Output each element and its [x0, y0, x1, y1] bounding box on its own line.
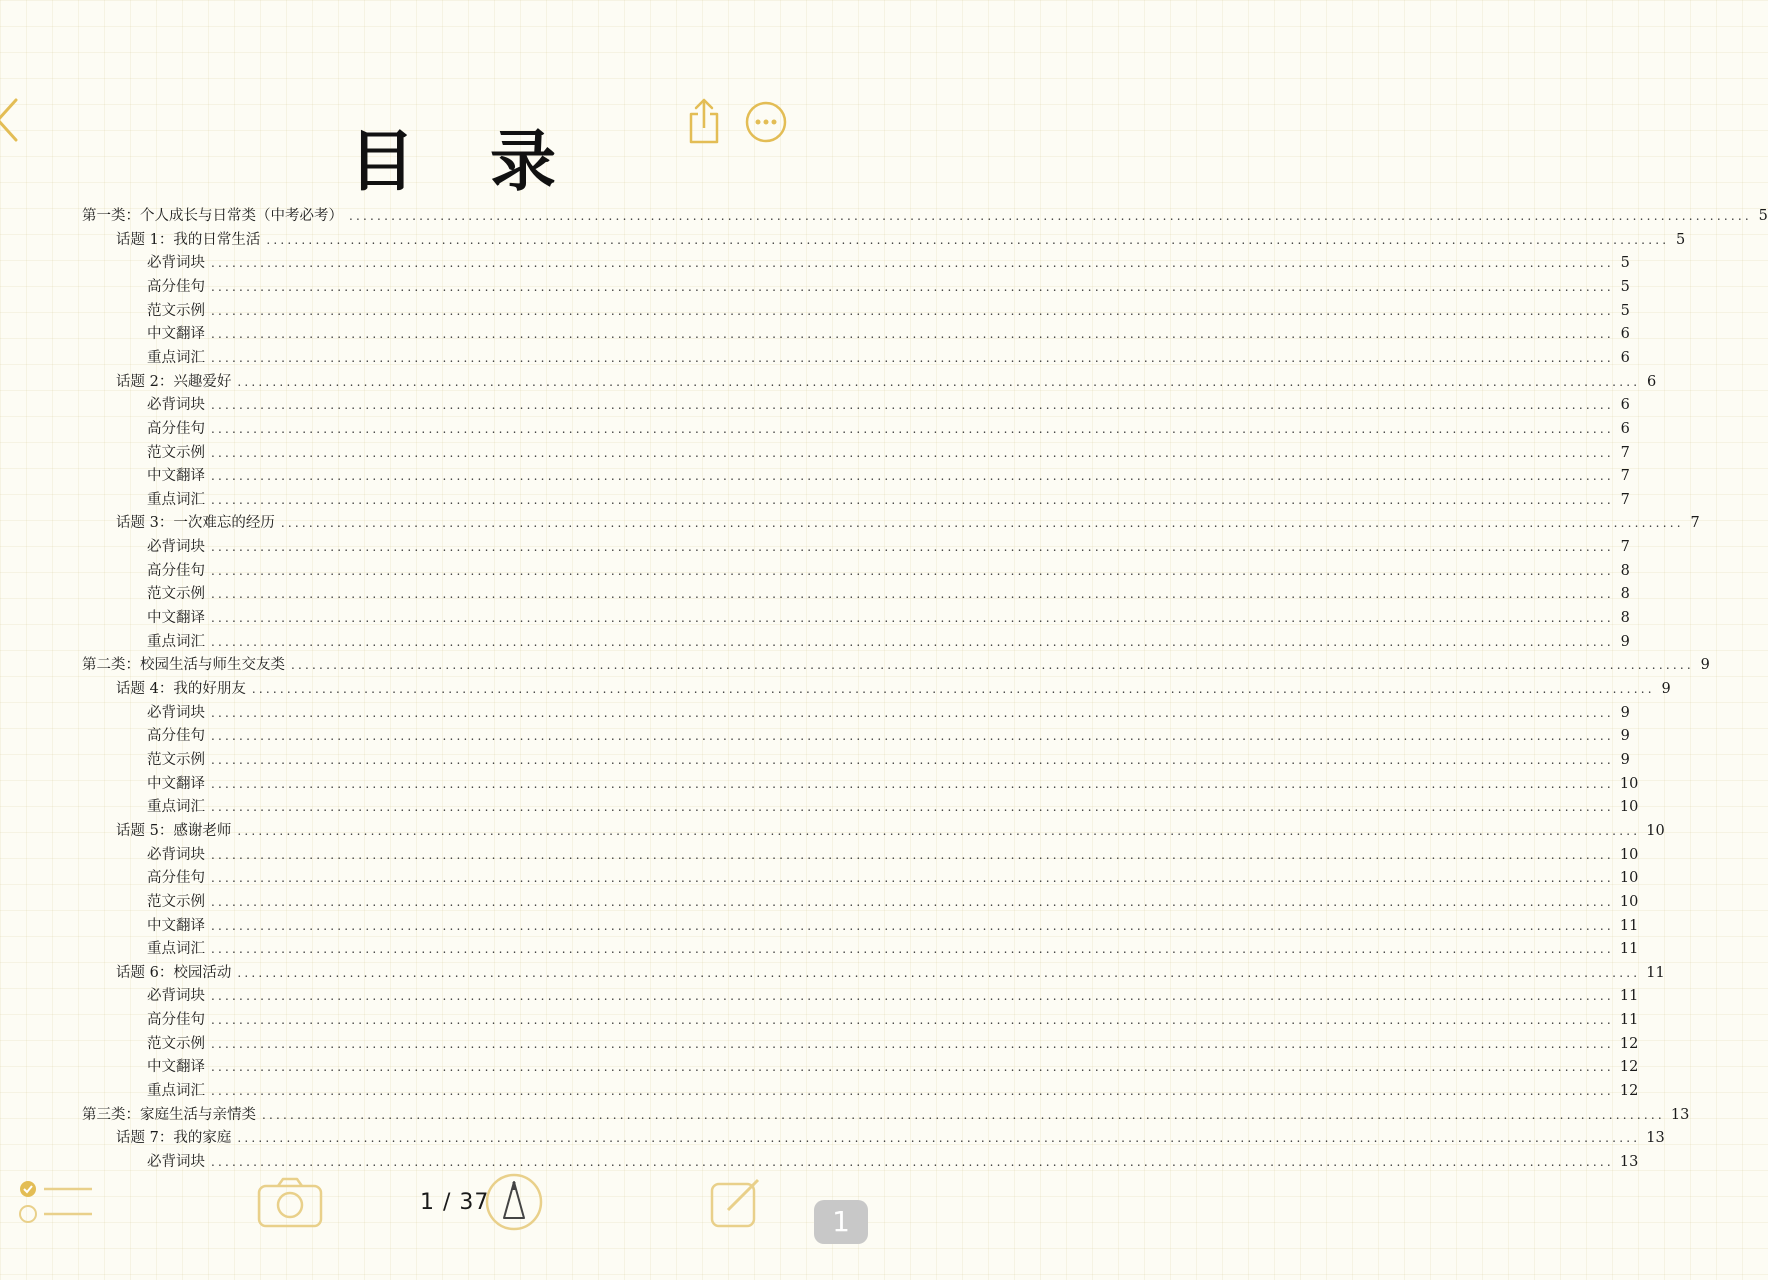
- toc-entry-label: 重点词汇: [147, 491, 205, 508]
- toc-entry-label: 高分佳句: [147, 420, 205, 437]
- toc-page-number: 12: [1619, 1083, 1639, 1100]
- toc-page-number: 10: [1619, 799, 1639, 816]
- toc-leader-dots: ........................................................................................................................................................................................................: [262, 1107, 1665, 1122]
- toc-subsection-row[interactable]: [0, 465, 1630, 489]
- toc-leader-dots: ........................................................................................................................................................................................................: [211, 303, 1614, 318]
- toc-topic-row[interactable]: [0, 1127, 1665, 1151]
- pencil-tip-icon[interactable]: [484, 1172, 544, 1232]
- toc-page-number: 5: [1620, 302, 1630, 319]
- toc-leader-dots: ........................................................................................................................................................................................................: [211, 256, 1614, 271]
- toc-page-number: 9: [1620, 704, 1630, 721]
- toc-subsection-row[interactable]: [0, 276, 1630, 300]
- toc-entry-label: 话题 1：我的日常生活: [116, 231, 261, 248]
- toc-leader-dots: ........................................................................................................................................................................................................: [211, 894, 1614, 909]
- toc-page-number: 5: [1620, 278, 1630, 295]
- toc-leader-dots: ........................................................................................................................................................................................................: [211, 1036, 1614, 1051]
- toc-page-number: 10: [1619, 870, 1639, 887]
- toc-page-number: 13: [1670, 1106, 1690, 1123]
- toc-page-number: 7: [1620, 468, 1630, 485]
- toc-page-number: 5: [1676, 231, 1686, 248]
- toc-entry-label: 范文示例: [147, 444, 205, 461]
- toc-leader-dots: ........................................................................................................................................................................................................: [211, 847, 1614, 862]
- toc-entry-label: 话题 4：我的好朋友: [116, 681, 246, 697]
- toc-leader-dots: ........................................................................................................................................................................................................: [211, 989, 1614, 1004]
- toc-entry-label: 第二类：校园生活与师生交友类: [82, 657, 285, 674]
- toc-entry-label: 范文示例: [147, 586, 205, 603]
- toc-leader-dots: ........................................................................................................................................................................................................: [211, 350, 1614, 365]
- toc-entry-label: 重点词汇: [147, 1083, 205, 1100]
- toc-leader-dots: ........................................................................................................................................................................................................: [237, 965, 1641, 980]
- toc-page-number: 5: [1620, 255, 1630, 272]
- toc-entry-label: 中文翻译: [147, 917, 205, 934]
- toc-category-row[interactable]: [0, 205, 1768, 229]
- toc-page-number: 13: [1619, 1154, 1639, 1170]
- toc-subsection-row[interactable]: [0, 1056, 1639, 1080]
- toc-leader-dots: ........................................................................................................................................................................................................: [237, 374, 1641, 389]
- toc-page-number: 5: [1758, 208, 1768, 224]
- toc-subsection-row[interactable]: [0, 773, 1639, 797]
- toc-subsection-row[interactable]: [0, 442, 1630, 466]
- toc-subsection-row[interactable]: [0, 347, 1630, 371]
- toc-subsection-row[interactable]: [0, 1009, 1639, 1033]
- toc-category-row[interactable]: [0, 654, 1710, 678]
- toc-entry-label: 必背词块: [147, 846, 205, 863]
- toc-subsection-row[interactable]: [0, 394, 1630, 418]
- toc-page-number: 12: [1619, 1035, 1639, 1052]
- toc-page-number: 6: [1620, 397, 1630, 414]
- compose-icon[interactable]: [708, 1176, 764, 1230]
- toc-leader-dots: ........................................................................................................................................................................................................: [211, 445, 1614, 460]
- toc-entry-label: 中文翻译: [147, 1059, 205, 1076]
- toc-leader-dots: ........................................................................................................................................................................................................: [211, 776, 1614, 791]
- page-indicator: 1 / 37: [420, 1190, 490, 1215]
- toc-leader-dots: ........................................................................................................................................................................................................: [211, 942, 1614, 957]
- toc-entry-label: 话题 7：我的家庭: [116, 1130, 232, 1147]
- toc-topic-row[interactable]: [0, 820, 1665, 844]
- toc-subsection-row[interactable]: [0, 607, 1630, 631]
- toc-entry-label: 话题 6：校园活动: [116, 964, 232, 981]
- page-title: 目 录: [349, 122, 582, 200]
- toc-page-number: 10: [1619, 846, 1639, 863]
- toc-leader-dots: ........................................................................................................................................................................................................: [211, 1155, 1614, 1169]
- toc-entry-label: 高分佳句: [147, 870, 205, 887]
- toc-subsection-row[interactable]: [0, 796, 1639, 820]
- toc-entry-label: 范文示例: [147, 1035, 205, 1052]
- toc-subsection-row[interactable]: [0, 583, 1630, 607]
- toc-subsection-row[interactable]: [0, 323, 1630, 347]
- toc-leader-dots: ........................................................................................................................................................................................................: [211, 800, 1614, 815]
- toc-entry-label: 必背词块: [147, 704, 205, 721]
- toc-leader-dots: ........................................................................................................................................................................................................: [211, 1013, 1614, 1028]
- toc-entry-label: 范文示例: [147, 751, 205, 768]
- toc-page-number: 10: [1646, 822, 1665, 839]
- toc-topic-row[interactable]: [0, 229, 1686, 253]
- toc-subsection-row[interactable]: [0, 560, 1630, 584]
- toc-entry-label: 话题 5：感谢老师: [116, 822, 232, 839]
- toc-entry-label: 高分佳句: [147, 1012, 205, 1029]
- toc-leader-dots: ........................................................................................................................................................................................................: [211, 752, 1614, 767]
- toc-page-number: 7: [1690, 515, 1700, 532]
- toc-entry-label: 必背词块: [147, 988, 205, 1005]
- toc-page-number: 8: [1620, 610, 1630, 627]
- toc-subsection-row[interactable]: [0, 1080, 1639, 1104]
- toc-entry-label: 话题 2：兴趣爱好: [116, 373, 232, 390]
- toc-topic-row[interactable]: [0, 371, 1657, 395]
- toc-leader-dots: ........................................................................................................................................................................................................: [211, 398, 1614, 413]
- toc-entry-label: 范文示例: [147, 302, 205, 319]
- toc-entry-label: 必背词块: [147, 255, 205, 272]
- toc-entry-label: 重点词汇: [147, 633, 205, 650]
- toc-leader-dots: ........................................................................................................................................................................................................: [211, 587, 1614, 602]
- toc-entry-label: 第一类：个人成长与日常类（中考必考）: [82, 208, 343, 224]
- toc-subsection-row[interactable]: [0, 536, 1630, 560]
- toc-subsection-row[interactable]: [0, 867, 1639, 891]
- toc-page-number: 8: [1620, 562, 1630, 579]
- toc-entry-label: 高分佳句: [147, 728, 205, 745]
- toc-page-number: 11: [1646, 964, 1665, 981]
- toc-leader-dots: ........................................................................................................................................................................................................: [349, 209, 1752, 223]
- page-badge[interactable]: 1: [814, 1200, 868, 1244]
- toc-leader-dots: ........................................................................................................................................................................................................: [211, 1060, 1614, 1075]
- toc-subsection-row[interactable]: [0, 1033, 1639, 1057]
- toc-subsection-row[interactable]: [0, 702, 1630, 726]
- toc-page-number: 8: [1620, 586, 1630, 603]
- toc-entry-label: 高分佳句: [147, 562, 205, 579]
- toc-entry-label: 中文翻译: [147, 610, 205, 627]
- toc-entry-label: 重点词汇: [147, 349, 205, 366]
- toc-page-number: 9: [1620, 728, 1630, 745]
- toc-page-number: 9: [1620, 751, 1630, 768]
- checklist-icon[interactable]: [16, 1176, 96, 1226]
- toc-page-number: 11: [1619, 988, 1639, 1005]
- toc-entry-label: 范文示例: [147, 893, 205, 910]
- toc-entry-label: 必背词块: [147, 539, 205, 556]
- toc-entry-label: 重点词汇: [147, 941, 205, 958]
- toc-entry-label: 中文翻译: [147, 775, 205, 792]
- toc-page-number: 9: [1700, 657, 1710, 674]
- toc-entry-label: 必背词块: [147, 1154, 205, 1170]
- toc-subsection-row[interactable]: [0, 915, 1639, 939]
- toc-leader-dots: ........................................................................................................................................................................................................: [237, 823, 1641, 838]
- toc-page-number: 7: [1620, 491, 1630, 508]
- toc-leader-dots: ........................................................................................................................................................................................................: [211, 1084, 1614, 1099]
- toc-leader-dots: ........................................................................................................................................................................................................: [291, 658, 1694, 673]
- toc-leader-dots: ........................................................................................................................................................................................................: [251, 682, 1655, 696]
- toc-page-number: 10: [1619, 775, 1639, 792]
- toc-leader-dots: ........................................................................................................................................................................................................: [211, 540, 1614, 555]
- toc-leader-dots: ........................................................................................................................................................................................................: [211, 469, 1614, 484]
- toc-subsection-row[interactable]: [0, 418, 1630, 442]
- toc-page-number: 11: [1619, 917, 1639, 934]
- toc-entry-label: 必背词块: [147, 397, 205, 414]
- toc-leader-dots: ........................................................................................................................................................................................................: [211, 871, 1614, 886]
- toc-leader-dots: ........................................................................................................................................................................................................: [237, 1131, 1641, 1146]
- toc-subsection-row[interactable]: [0, 631, 1630, 655]
- toc-leader-dots: ........................................................................................................................................................................................................: [211, 492, 1614, 507]
- toc-leader-dots: ........................................................................................................................................................................................................: [211, 279, 1614, 294]
- toc-page-number: 6: [1647, 373, 1657, 390]
- toc-topic-row[interactable]: [0, 512, 1700, 536]
- toc-page-number: 9: [1661, 681, 1671, 697]
- toc-subsection-row[interactable]: [0, 985, 1639, 1009]
- bottom-toolbar: [0, 1170, 905, 1280]
- toc-entry-label: 中文翻译: [147, 468, 205, 485]
- toc-leader-dots: ........................................................................................................................................................................................................: [211, 421, 1614, 436]
- toc-subsection-row[interactable]: [0, 844, 1639, 868]
- toc-page-number: 6: [1620, 326, 1630, 343]
- toc-leader-dots: ........................................................................................................................................................................................................: [211, 563, 1614, 578]
- toc-subsection-row[interactable]: [0, 891, 1639, 915]
- toc-leader-dots: ........................................................................................................................................................................................................: [211, 918, 1614, 933]
- toc-page-number: 11: [1619, 941, 1639, 958]
- toc-subsection-row[interactable]: [0, 489, 1630, 513]
- toc-page-number: 12: [1619, 1059, 1639, 1076]
- toc-leader-dots: ........................................................................................................................................................................................................: [211, 327, 1614, 342]
- toc-page-number: 13: [1646, 1130, 1665, 1147]
- toc-page-number: 11: [1619, 1012, 1639, 1029]
- toc-subsection-row[interactable]: [0, 725, 1630, 749]
- toc-topic-row[interactable]: [0, 678, 1671, 702]
- toc-subsection-row[interactable]: [0, 749, 1630, 773]
- toc-leader-dots: ........................................................................................................................................................................................................: [280, 516, 1684, 531]
- toc-subsection-row[interactable]: [0, 300, 1630, 324]
- toc-page-number: 7: [1620, 539, 1630, 556]
- toc-topic-row[interactable]: [0, 962, 1665, 986]
- toc-leader-dots: ........................................................................................................................................................................................................: [266, 232, 1670, 247]
- toc-page-number: 9: [1620, 633, 1630, 650]
- toc-leader-dots: ........................................................................................................................................................................................................: [211, 634, 1614, 649]
- camera-icon[interactable]: [256, 1176, 324, 1228]
- toc-subsection-row[interactable]: [0, 938, 1639, 962]
- toc-subsection-row[interactable]: [0, 252, 1630, 276]
- toc-leader-dots: ........................................................................................................................................................................................................: [211, 729, 1614, 744]
- toc-entry-label: 中文翻译: [147, 326, 205, 343]
- toc-entry-label: 重点词汇: [147, 799, 205, 816]
- toc-category-row[interactable]: [0, 1104, 1690, 1128]
- toc-page-number: 6: [1620, 420, 1630, 437]
- toc-page-number: 10: [1619, 893, 1639, 910]
- toc-page-number: 6: [1620, 349, 1630, 366]
- toc-leader-dots: ........................................................................................................................................................................................................: [211, 611, 1614, 626]
- toc-leader-dots: ........................................................................................................................................................................................................: [211, 705, 1614, 720]
- toc-entry-label: 高分佳句: [147, 278, 205, 295]
- toc-entry-label: 话题 3：一次难忘的经历: [116, 515, 275, 532]
- toc-entry-label: 第三类：家庭生活与亲情类: [82, 1106, 256, 1123]
- toc-page-number: 7: [1620, 444, 1630, 461]
